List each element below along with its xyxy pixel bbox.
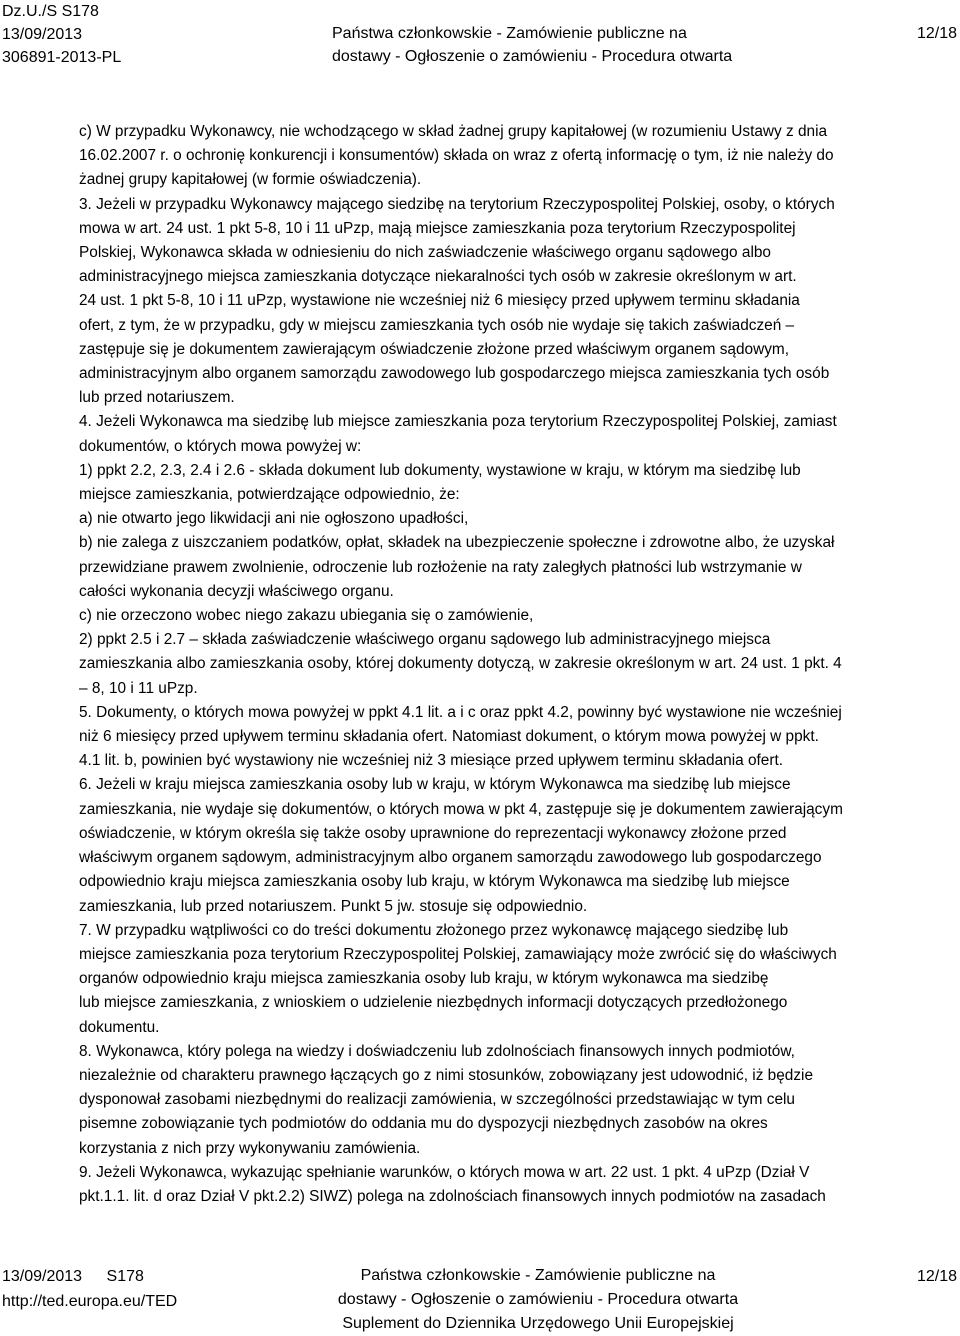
header-date: 13/09/2013 (2, 26, 83, 43)
body-line: 4.1 lit. b, powinien być wystawiony nie wcześniej niż 3 miesiące przed upływem terminu składania ofert. (79, 752, 784, 770)
footer-doc-number: S178 (106, 1268, 144, 1285)
body-line: zamieszkania albo zamieszkania osoby, której dokumenty dotyczą, w zakresie określonym w art. 24 ust. 1 pkt. 4 (79, 655, 842, 673)
body-line: 16.02.2007 r. o ochronię konkurencji i konsumentów) składa on wraz z ofertą informację o tym, iż nie należy do (79, 147, 834, 165)
body-line: ofert, z tym, że w przypadku, gdy w miejscu zamieszkania tych osób nie wydaje się takich zaświadczeń – (79, 316, 795, 334)
body-line: pisemne zobowiązanie tych podmiotów do oddania mu do dyspozycji niezbędnych zasobów na okres (79, 1115, 768, 1133)
body-line: niezależnie od charakteru prawnego łączących go z nimi stosunków, zobowiązany jest udowodnić, iż będzie (79, 1066, 814, 1084)
body-line: miejsce zamieszkania poza terytorium Rzeczypospolitej Polskiej, zamawiający może zwrócić się do właściwych (79, 945, 837, 963)
body-line: b) nie zalega z uiszczaniem podatków, opłat, składek na ubezpieczenie społeczne i zdrowotne albo, że uzyskał (79, 534, 835, 552)
body-line: 4. Jeżeli Wykonawca ma siedzibę lub miejsce zamieszkania poza terytorium Rzeczypospolitej Polskiej, zamiast (79, 413, 837, 431)
footer-url-link[interactable]: http://ted.europa.eu/TED (2, 1293, 178, 1310)
page-footer (0, 1262, 960, 1334)
body-line: a) nie otwarto jego likwidacji ani nie ogłoszono upadłości, (79, 510, 469, 528)
footer-title-line-1: Państwa członkowskie - Zamówienie publiczne na (360, 1267, 716, 1284)
body-line: właściwym organem sądowym, administracyjnym albo organem samorządu zawodowego lub gospodarczego (79, 849, 822, 867)
body-line: 24 ust. 1 pkt 5-8, 10 i 11 uPzp, wystawione nie wcześniej niż 6 miesięcy przed upływem terminu składania (79, 292, 800, 310)
page-header (0, 0, 960, 72)
header-title-line-1: Państwa członkowskie - Zamówienie publiczne na (332, 25, 687, 42)
body-line: organów odpowiednio kraju miejsca zamieszkania osoby lub kraju, w którym wykonawca ma siedzibę (79, 970, 769, 988)
body-line: lub przed notariuszem. (79, 389, 235, 407)
body-line: zastępuje się je dokumentem zawierającym oświadczenie złożone przed właściwym organem sądowym, (79, 340, 789, 358)
body-line: 8. Wykonawca, który polega na wiedzy i doświadczeniu lub zdolnościach finansowych innych podmiotów, (79, 1042, 795, 1060)
body-line: – 8, 10 i 11 uPzp. (79, 679, 198, 697)
footer-date: 13/09/2013 (2, 1268, 83, 1285)
body-line: Polskiej, Wykonawca składa w odniesieniu do nich zaświadczenie właściwego organu sądowego albo (79, 244, 771, 262)
header-left (2, 0, 121, 69)
header-page-number: 12/18 (916, 25, 957, 42)
body-line: całości wykonania decyzji właściwego organu. (79, 582, 394, 600)
body-line: c) nie orzeczono wobec niego zakazu ubiegania się o zamówienie, (79, 607, 534, 625)
body-line: zamieszkania, lub przed notariuszem. Punkt 5 jw. stosuje się odpowiednio. (79, 897, 588, 915)
body-line: 6. Jeżeli w kraju miejsca zamieszkania osoby lub w kraju, w którym Wykonawca ma siedzibę lub miejsce (79, 776, 791, 794)
footer-title-line-2: dostawy - Ogłoszenie o zamówieniu - Procedura otwarta (337, 1291, 739, 1308)
footer-page-number: 12/18 (916, 1268, 957, 1285)
body-line: 2) ppkt 2.5 i 2.7 – składa zaświadczenie właściwego organu sądowego lub administracyjnego miejsca (79, 631, 771, 649)
body-line: dysponował zasobami niezbędnymi do realizacji zamówienia, w szczególności przedstawiając w tym celu (79, 1091, 795, 1109)
body-line: miejsce zamieszkania, potwierdzające odpowiednio, że: (79, 486, 460, 504)
body-line: 3. Jeżeli w przypadku Wykonawcy mającego siedzibę na terytorium Rzeczypospolitej Polskiej, osoby, o których (79, 195, 835, 213)
body-line: administracyjnego miejsca zamieszkania dotyczące niekaralności tych osób w zakresie określonym w art. (79, 268, 797, 286)
body-line: 9. Jeżeli Wykonawca, wykazując spełnianie warunków, o których mowa w art. 22 ust. 1 pkt. 4 uPzp (Dział V (79, 1163, 810, 1181)
header-doc-id: Dz.U./S S178 (2, 3, 99, 20)
document-body (79, 120, 959, 1209)
footer-title-line-3: Suplement do Dziennika Urzędowego Unii Europejskiej (342, 1315, 734, 1332)
body-line: c) W przypadku Wykonawcy, nie wchodzącego w skład żadnej grupy kapitałowej (w rozumieniu Ustawy z dnia (79, 123, 828, 140)
body-line: dokumentu. (79, 1018, 160, 1036)
body-line: zamieszkania, nie wydaje się dokumentów, o których mowa w pkt 4, zastępuje się je dokumentem zawierającym (79, 800, 843, 818)
body-line: administracyjnym albo organem samorządu zawodowego lub gospodarczego miejsca zamieszkania tych osób (79, 365, 830, 383)
body-line: korzystania z nich przy wykonywaniu zamówienia. (79, 1139, 421, 1157)
body-line: niż 6 miesięcy przed upływem terminu składania ofert. Natomiast dokument, o którym mowa powyżej w ppkt. (79, 728, 819, 746)
body-line: 5. Dokumenty, o których mowa powyżej w ppkt 4.1 lit. a i c oraz ppkt 4.2, powinny być wystawione nie wcześniej (79, 703, 842, 721)
body-line: odpowiednio kraju miejsca zamieszkania osoby lub kraju, w którym Wykonawca ma siedzibę lub miejsce (79, 873, 790, 891)
body-line: 7. W przypadku wątpliwości co do treści dokumentu złożonego przez wykonawcę mającego siedzibę lub (79, 921, 789, 939)
body-line: przewidziane prawem zwolnienie, odroczenie lub rozłożenie na raty zaległych płatności lub wstrzymanie w (79, 558, 802, 576)
body-line: żadnej grupy kapitałowej (w formie oświadczenia). (79, 171, 422, 189)
footer-title (312, 1264, 764, 1336)
body-line: lub miejsce zamieszkania, z wnioskiem o udzielenie niezbędnych informacji dotyczących przedłożonego (79, 994, 788, 1012)
body-line: mowa w art. 24 ust. 1 pkt 5-8, 10 i 11 uPzp, mają miejsce zamieszkania poza terytorium Rzeczypospolitej (79, 219, 796, 237)
body-line: oświadczenie, w którym określa się także osoby uprawnione do reprezentacji wykonawcy złożone przed (79, 824, 787, 842)
body-line: pkt.1.1. lit. d oraz Dział V pkt.2.2) SIWZ) polega na zdolnościach finansowych innych podmiotów na zasadach (79, 1187, 826, 1205)
footer-left (2, 1264, 177, 1314)
header-title-line-2: dostawy - Ogłoszenie o zamówieniu - Procedura otwarta (332, 48, 733, 65)
body-line: 1) ppkt 2.2, 2.3, 2.4 i 2.6 - składa dokument lub dokumenty, wystawione w kraju, w którym ma siedzibę lub (79, 461, 801, 479)
header-title (332, 22, 752, 68)
body-line: dokumentów, o których mowa powyżej w: (79, 437, 362, 455)
header-notice-number: 306891-2013-PL (2, 49, 122, 66)
